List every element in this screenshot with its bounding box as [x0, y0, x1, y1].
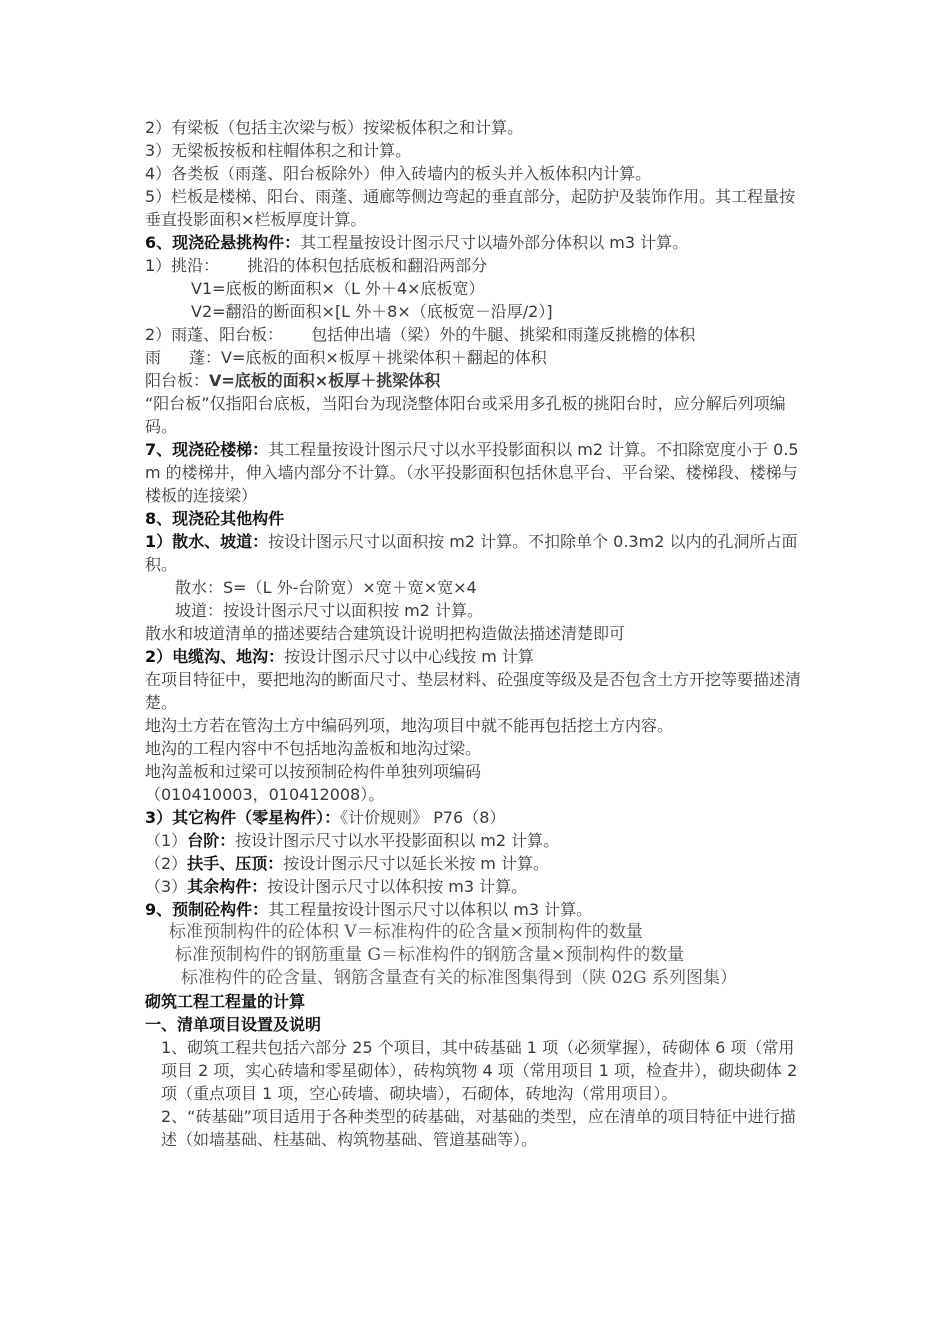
text-span: 雨	[145, 348, 162, 367]
text-line: 散水和坡道清单的描述要结合建筑设计说明把构造做法描述清楚即可	[145, 624, 626, 643]
section-heading: 8、现浇砼其他构件	[145, 509, 285, 528]
sub-heading: 其余构件：	[187, 877, 268, 896]
text-paragraph	[145, 438, 810, 507]
text-line: 地沟的工程内容中不包括地沟盖板和地沟过梁。	[145, 739, 482, 758]
text-line	[145, 323, 810, 346]
section-heading: 一、清单项目设置及说明	[145, 1015, 322, 1034]
text-line	[145, 806, 810, 829]
text-span: V=底板的面积×板厚＋挑梁体积	[209, 371, 441, 390]
text-line	[145, 852, 810, 875]
sub-heading: 2）电缆沟、地沟：	[145, 647, 285, 666]
formula-line: V2=翻沿的断面积×[L 外＋8×（底板宽－沿厚/2）]	[191, 302, 553, 321]
text-span: 挑沿的体积包括底板和翻沿两部分	[247, 256, 488, 275]
formula-line: V1=底板的断面积×（L 外＋4×底板宽）	[191, 279, 485, 298]
formula-line: 标准预制构件的钢筋重量 G＝标准构件的钢筋含量×预制构件的数量	[175, 945, 685, 965]
text-span: 按设计图示尺寸以水平投影面积以 m2 计算。	[235, 831, 560, 850]
formula-line: 散水：S=（L 外-台阶宽）×宽＋宽×宽×4	[175, 578, 477, 597]
text-span: 按设计图示尺寸以中心线按 m 计算	[284, 647, 534, 666]
text-span: 其工程量按设计图示尺寸以水平投影面积以 m2 计算。不扣除宽度小于 0.5m 的楼梯井，伸入墙内部分不计算。（水平投影面积包括休息平台、平台梁、楼梯段、楼梯与楼板的连接梁）	[145, 440, 799, 505]
text-span: 其工程量按设计图示尺寸以墙外部分体积以 m3 计算。	[300, 233, 689, 252]
sub-heading: 1）散水、坡道：	[145, 532, 269, 551]
text-line: 地沟盖板和过梁可以按预制砼构件单独列项编码	[145, 762, 482, 781]
text-span: 1）挑沿：	[145, 256, 220, 275]
sub-heading: 3）其它构件（零星构件）：	[145, 808, 341, 827]
text-span: （1）	[145, 831, 188, 850]
text-line	[145, 346, 810, 369]
text-line	[145, 645, 810, 668]
text-paragraph: 在项目特征中，要把地沟的断面尺寸、垫层材料、砼强度等级及是否包含土方开挖等要描述清楚。	[145, 670, 802, 712]
text-paragraph: 5）栏板是楼梯、阳台、雨蓬、通廊等侧边弯起的垂直部分，起防护及装饰作用。其工程量按垂直投影面积×栏板厚度计算。	[145, 187, 796, 229]
text-span: 按设计图示尺寸以面积按 m2 计算。不扣除单个 0.3m2 以内的孔洞所占面积。	[145, 532, 798, 574]
text-line: 3）无梁板按板和柱帽体积之和计算。	[145, 141, 412, 160]
text-line	[145, 254, 810, 277]
text-line: 坡道：按设计图示尺寸以面积按 m2 计算。	[175, 601, 483, 620]
text-span: 《计价规则》 P76（8）	[340, 808, 506, 827]
text-span: （3）	[145, 877, 188, 896]
sub-heading: 扶手、压顶：	[187, 854, 284, 873]
formula-line: 标准预制构件的砼体积 V＝标准构件的砼含量×预制构件的数量	[169, 922, 643, 942]
text-paragraph: 1、砌筑工程共包括六部分 25 个项目，其中砖基础 1 项（必须掌握），砖砌体 6 项（常用项目 2 项，实心砖墙和零星砌体），砖构筑物 4 项（常用项目 1 项，检查井），砌块砌体 2 项（重点项目 1 项，空心砖墙、砌块墙），石砌体，砖地沟（常用项目）。	[161, 1038, 798, 1103]
text-paragraph	[145, 530, 810, 576]
text-span: 按设计图示尺寸以体积按 m3 计算。	[267, 877, 528, 896]
text-line: 地沟土方若在管沟土方中编码列项，地沟项目中就不能再包括挖土方内容。	[145, 716, 674, 735]
section-heading: 7、现浇砼楼梯：	[145, 440, 269, 459]
document-page	[145, 116, 810, 1151]
text-line	[145, 898, 810, 921]
text-paragraph: 2、“砖基础”项目适用于各种类型的砖基础，对基础的类型，应在清单的项目特征中进行描述（如墙基础、柱基础、构筑物基础、管道基础等）。	[161, 1107, 796, 1149]
text-line: 4）各类板（雨蓬、阳台板除外）伸入砖墙内的板头并入板体积内计算。	[145, 164, 652, 183]
text-span: 蓬：V=底板的面积×板厚＋挑梁体积＋翻起的体积	[189, 348, 547, 367]
text-span: 包括伸出墙（梁）外的牛腿、挑梁和雨蓬反挑檐的体积	[311, 325, 696, 344]
text-span: 其工程量按设计图示尺寸以体积以 m3 计算。	[268, 900, 593, 919]
section-heading: 9、预制砼构件：	[145, 900, 269, 919]
section-heading: 砌筑工程工程量的计算	[145, 992, 306, 1011]
text-span: （2）	[145, 854, 188, 873]
text-line	[145, 875, 810, 898]
sub-heading: 台阶：	[187, 831, 236, 850]
section-heading: 6、现浇砼悬挑构件：	[145, 233, 301, 252]
text-span: 阳台板：	[145, 371, 210, 390]
text-paragraph: 标准构件的砼含量、钢筋含量查有关的标准图集得到（陕 02G 系列图集）	[181, 968, 738, 988]
text-line: （010410003，010412008）。	[145, 785, 385, 804]
text-line	[145, 369, 810, 392]
text-span: 2）雨蓬、阳台板：	[145, 325, 284, 344]
text-line: 2）有梁板（包括主次梁与板）按梁板体积之和计算。	[145, 118, 524, 137]
text-span: 按设计图示尺寸以延长米按 m 计算。	[283, 854, 549, 873]
text-paragraph: “阳台板”仅指阳台底板，当阳台为现浇整体阳台或采用多孔板的挑阳台时，应分解后列项编码。	[145, 394, 786, 436]
text-line	[145, 829, 810, 852]
text-line	[145, 231, 810, 254]
